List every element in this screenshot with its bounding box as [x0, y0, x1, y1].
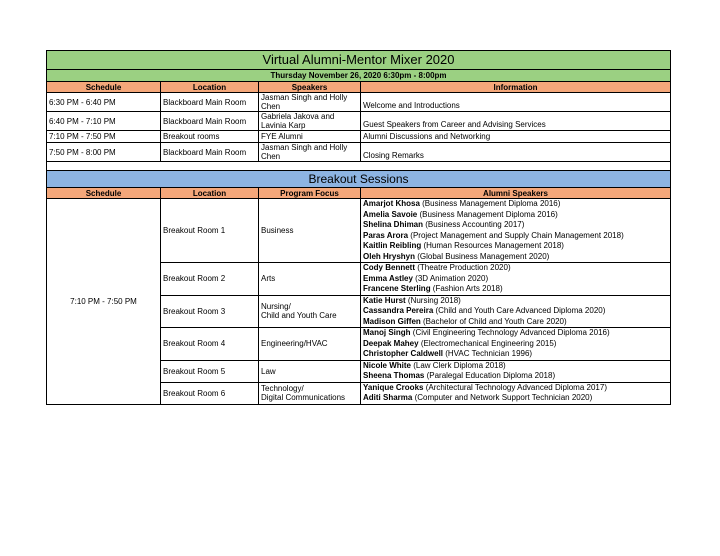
speaker-detail: (Civil Engineering Technology Advanced Diploma 2016) [410, 328, 610, 337]
alumni-speaker [363, 199, 668, 210]
header-schedule: Schedule [47, 82, 161, 93]
alumni-speakers [361, 382, 671, 404]
schedule-header-row [47, 82, 671, 93]
alumni-speaker [363, 383, 668, 394]
schedule-table [46, 50, 671, 405]
schedule-info: Guest Speakers from Career and Advising Services [361, 112, 671, 131]
spacer-row [47, 162, 671, 171]
speaker-detail: (Human Resources Management 2018) [421, 241, 564, 250]
alumni-speakers [361, 328, 671, 361]
speaker-name: Yanique Crooks [363, 382, 424, 392]
alumni-speaker [363, 317, 668, 328]
schedule-row [47, 93, 671, 112]
breakout-time: 7:10 PM - 7:50 PM [47, 199, 161, 405]
alumni-speaker [363, 306, 668, 317]
program-focus: Law [259, 360, 361, 382]
schedule-time: 7:10 PM - 7:50 PM [47, 131, 161, 143]
program-focus: Engineering/HVAC [259, 328, 361, 361]
breakout-row [47, 199, 671, 263]
header-location: Location [161, 82, 259, 93]
header-schedule: Schedule [47, 188, 161, 199]
speaker-name: Nicole White [363, 360, 412, 370]
speaker-detail: (Paralegal Education Diploma 2018) [424, 371, 556, 380]
breakout-header-row [47, 188, 671, 199]
breakout-room: Breakout Room 4 [161, 328, 259, 361]
program-focus: Arts [259, 263, 361, 296]
schedule-location: Blackboard Main Room [161, 112, 259, 131]
speaker-name: Francene Sterling [363, 284, 431, 293]
header-program-focus: Program Focus [259, 188, 361, 199]
speaker-name: Deepak Mahey [363, 338, 419, 348]
alumni-speaker [363, 339, 668, 350]
speaker-name: Paras Arora [363, 230, 409, 240]
schedule-location: Blackboard Main Room [161, 143, 259, 162]
speaker-name: Manoj Singh [363, 328, 411, 337]
program-focus: Business [259, 199, 361, 263]
program-focus-line: Nursing/ [261, 302, 291, 312]
alumni-speaker [363, 274, 668, 285]
schedule-speakers: Gabriela Jakova and Lavinia Karp [259, 112, 361, 131]
breakout-room: Breakout Room 3 [161, 295, 259, 328]
speaker-name: Cassandra Pereira [363, 306, 434, 315]
speaker-name: Amelia Savoie [363, 209, 418, 219]
speaker-detail: (Business Management Diploma 2016) [417, 209, 558, 219]
speaker-name: Amarjot Khosa [363, 199, 420, 208]
speaker-detail: (Computer and Network Support Technician 2020) [412, 393, 593, 402]
alumni-speaker [363, 361, 668, 372]
speaker-detail: (Electromechanical Engineering 2015) [418, 338, 557, 348]
speaker-name: Katie Hurst [363, 295, 406, 305]
speaker-detail: (3D Animation 2020) [412, 273, 489, 283]
speaker-name: Kaitlin Reibling [363, 241, 422, 250]
alumni-speakers [361, 199, 671, 263]
schedule-speakers: Jasman Singh and Holly Chen [259, 93, 361, 112]
header-alumni-speakers: Alumni Speakers [361, 188, 671, 199]
schedule-sheet [46, 50, 670, 405]
program-focus-line: Technology/ [261, 384, 304, 393]
speaker-detail: (Architectural Technology Advanced Diploma 2017) [423, 382, 607, 392]
header-speakers: Speakers [259, 82, 361, 93]
alumni-speaker [363, 252, 668, 263]
speaker-detail: (Global Business Management 2020) [415, 251, 550, 261]
schedule-location: Breakout rooms [161, 131, 259, 143]
schedule-info: Alumni Discussions and Networking [361, 131, 671, 143]
alumni-speaker [363, 210, 668, 221]
speaker-name: Christopher Caldwell [363, 349, 444, 358]
alumni-speaker [363, 349, 668, 360]
speaker-name: Aditi Sharma [363, 393, 413, 402]
breakout-title: Breakout Sessions [47, 171, 671, 188]
speaker-detail: (Law Clerk Diploma 2018) [411, 360, 506, 370]
schedule-row [47, 131, 671, 143]
header-information: Information [361, 82, 671, 93]
event-date: Thursday November 26, 2020 6:30pm - 8:00pm [47, 70, 671, 82]
speaker-name: Oleh Hryshyn [363, 251, 416, 261]
speaker-detail: (HVAC Technician 1996) [443, 349, 533, 358]
alumni-speaker [363, 371, 668, 382]
breakout-body [47, 199, 671, 405]
program-focus [259, 295, 361, 328]
schedule-time: 6:30 PM - 6:40 PM [47, 93, 161, 112]
alumni-speaker [363, 231, 668, 242]
speaker-detail: (Business Accounting 2017) [423, 220, 525, 229]
alumni-speaker [363, 296, 668, 307]
speaker-detail: (Business Management Diploma 2016) [419, 199, 561, 208]
schedule-info: Welcome and Introductions [361, 93, 671, 112]
speaker-detail: (Fashion Arts 2018) [430, 284, 503, 293]
page-title: Virtual Alumni-Mentor Mixer 2020 [47, 51, 671, 70]
schedule-time: 6:40 PM - 7:10 PM [47, 112, 161, 131]
alumni-speaker [363, 328, 668, 339]
speaker-name: Madison Giffen [363, 316, 421, 326]
program-focus [259, 382, 361, 404]
header-location: Location [161, 188, 259, 199]
breakout-room: Breakout Room 2 [161, 263, 259, 296]
schedule-row [47, 112, 671, 131]
speaker-detail: (Project Management and Supply Chain Management 2018) [408, 230, 624, 240]
spacer-cell [47, 162, 671, 171]
program-focus-line: Child and Youth Care [261, 311, 337, 321]
program-focus-line: Digital Communications [261, 393, 346, 402]
alumni-speaker [363, 241, 668, 252]
speaker-name: Shelina Dhiman [363, 220, 424, 229]
speaker-detail: (Theatre Production 2020) [415, 263, 511, 272]
schedule-speakers: FYE Alumni [259, 131, 361, 143]
speaker-name: Sheena Thomas [363, 371, 425, 380]
alumni-speaker [363, 284, 668, 295]
schedule-info: Closing Remarks [361, 143, 671, 162]
speaker-name: Cody Bennett [363, 263, 415, 272]
alumni-speakers [361, 263, 671, 296]
alumni-speakers [361, 295, 671, 328]
schedule-time: 7:50 PM - 8:00 PM [47, 143, 161, 162]
schedule-row [47, 143, 671, 162]
breakout-room: Breakout Room 1 [161, 199, 259, 263]
alumni-speaker [363, 263, 668, 274]
schedule-speakers: Jasman Singh and Holly Chen [259, 143, 361, 162]
speaker-name: Emma Astley [363, 273, 413, 283]
breakout-room: Breakout Room 6 [161, 382, 259, 404]
alumni-speakers [361, 360, 671, 382]
schedule-location: Blackboard Main Room [161, 93, 259, 112]
alumni-speaker [363, 393, 668, 404]
speaker-detail: (Child and Youth Care Advanced Diploma 2020) [433, 306, 606, 315]
alumni-speaker [363, 220, 668, 231]
breakout-room: Breakout Room 5 [161, 360, 259, 382]
speaker-detail: (Nursing 2018) [405, 295, 461, 305]
speaker-detail: (Bachelor of Child and Youth Care 2020) [420, 316, 567, 326]
